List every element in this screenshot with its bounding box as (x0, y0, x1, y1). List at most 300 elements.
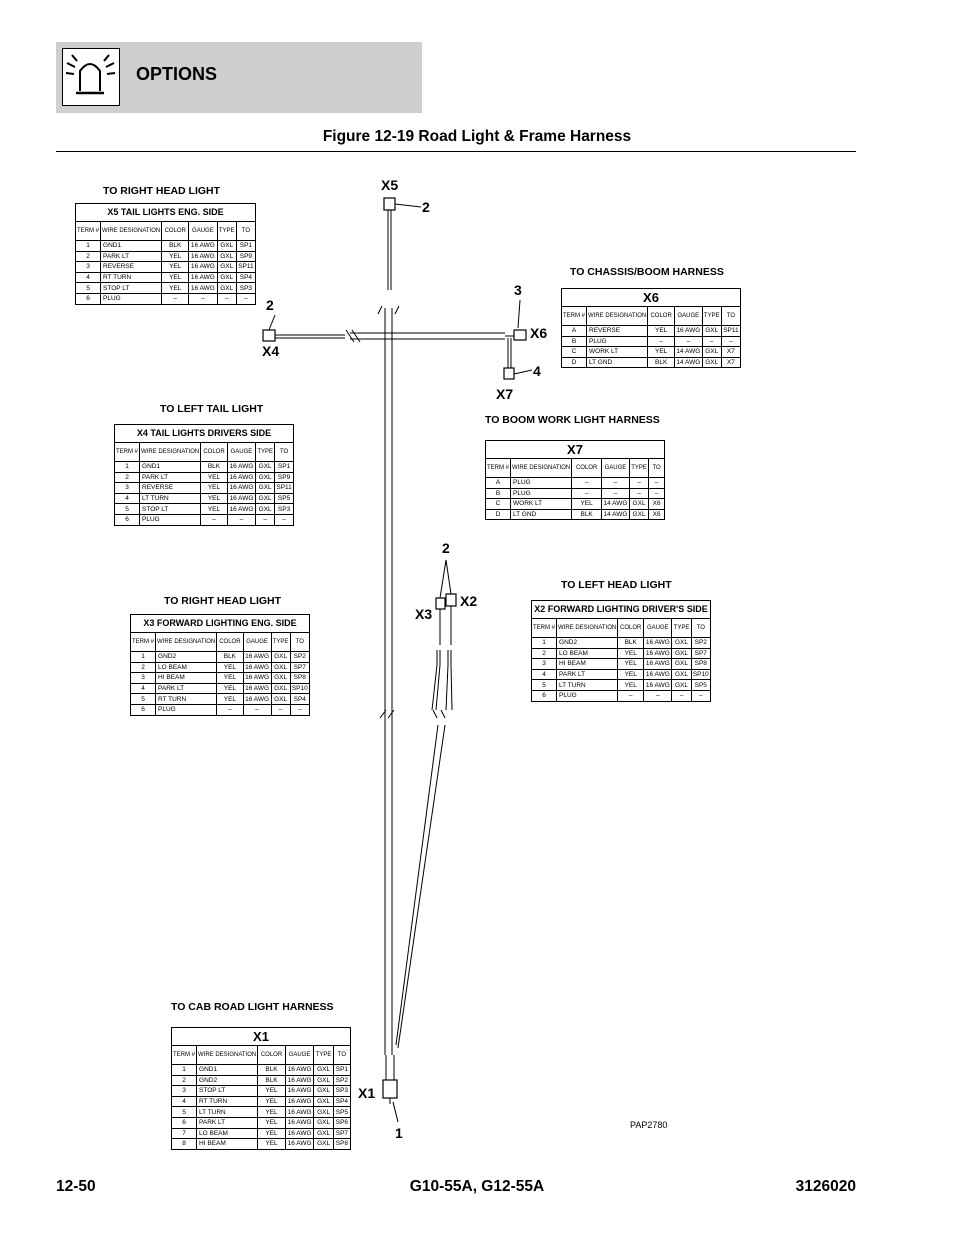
diagram-code: PAP2780 (630, 1120, 668, 1130)
table-cell: SP5 (275, 493, 294, 504)
table-row (115, 483, 294, 494)
column-header-type: TYPE (629, 459, 648, 478)
table-cell: PLUG (156, 704, 217, 715)
column-header-color: COLOR (648, 307, 675, 326)
table-cell: 6 (115, 514, 140, 525)
table-cell: – (256, 514, 275, 525)
table-cell: GXL (217, 241, 236, 252)
table-cell: YEL (618, 680, 644, 691)
table-cell: SP5 (333, 1107, 350, 1118)
column-header-to: TO (333, 1046, 350, 1065)
table-cell: GXL (217, 262, 236, 273)
table-cell: GXL (256, 462, 275, 473)
table-row (131, 652, 310, 663)
column-header-gauge: GAUGE (675, 307, 703, 326)
column-header-color: COLOR (572, 459, 602, 478)
column-header-color: COLOR (258, 1046, 286, 1065)
column-header-term: TERM # (76, 222, 101, 241)
table-row (172, 1086, 351, 1097)
table-cell: SP2 (290, 652, 309, 663)
table-cell: YEL (162, 283, 189, 294)
table-cell: GXL (314, 1139, 333, 1150)
table-cell: 16 AWG (285, 1117, 314, 1128)
table-cell: – (217, 704, 243, 715)
table-cell: 16 AWG (227, 472, 255, 483)
table-row (532, 669, 711, 680)
table-cell: 1 (76, 241, 101, 252)
table-cell: SP10 (291, 685, 308, 693)
table-row (562, 336, 741, 347)
table-cell: 16 AWG (644, 659, 672, 670)
table-cell: LO BEAM (197, 1128, 258, 1139)
table-cell: A (562, 326, 587, 337)
table-cell: LO BEAM (156, 662, 217, 673)
table-cell: SP9 (275, 472, 294, 483)
column-header-type: TYPE (256, 443, 275, 462)
table-cell: YEL (258, 1086, 286, 1097)
column-header-term: TERM # (532, 619, 557, 638)
column-header-to: TO (691, 619, 710, 638)
column-header-color: COLOR (618, 619, 644, 638)
table-cell: X7 (721, 347, 740, 358)
table-cell: – (602, 488, 630, 499)
table-cell: STOP LT (197, 1086, 258, 1097)
table-row (532, 690, 711, 701)
table-cell: 16 AWG (189, 262, 217, 273)
table-cell: 16 AWG (644, 669, 672, 680)
x5-table-title: X5 TAIL LIGHTS ENG. SIDE (76, 204, 256, 222)
table-cell: STOP LT (140, 504, 201, 515)
x3-table-grid (130, 614, 310, 716)
table-cell: 16 AWG (285, 1065, 314, 1076)
table-cell: 3 (131, 673, 156, 684)
column-header-wire: WIRE DESIGNATION (156, 633, 217, 652)
column-header-to: TO (275, 443, 294, 462)
table-row (76, 283, 256, 294)
column-header-term: TERM # (131, 633, 156, 652)
table-cell: YEL (217, 662, 243, 673)
x6-caption: TO CHASSIS/BOOM HARNESS (570, 266, 724, 278)
table-cell: PLUG (557, 690, 618, 701)
table-cell: – (572, 478, 602, 489)
table-cell: SP7 (333, 1128, 350, 1139)
table-row (562, 347, 741, 358)
table-cell: A (486, 478, 511, 489)
table-cell: 16 AWG (227, 462, 255, 473)
table-row (562, 357, 741, 368)
table-cell: GXL (217, 283, 236, 294)
callout-x7: X7 (496, 386, 514, 402)
table-cell: SP6 (333, 1117, 350, 1128)
table-cell: 5 (532, 680, 557, 691)
table-cell: SP8 (290, 673, 309, 684)
table-cell: BLK (648, 357, 675, 368)
table-cell: GND1 (101, 241, 162, 252)
table-cell: YEL (258, 1139, 286, 1150)
column-header-to: TO (721, 307, 740, 326)
table-cell: GND1 (197, 1065, 258, 1076)
table-cell: SP1 (275, 462, 294, 473)
column-header-type: TYPE (672, 619, 691, 638)
table-cell: GXL (256, 472, 275, 483)
table-row (532, 638, 711, 649)
table-cell: HI BEAM (156, 673, 217, 684)
x3-connector (436, 598, 445, 609)
table-cell: SP4 (290, 694, 309, 705)
table-cell: GXL (672, 638, 691, 649)
x2-wiring-table (531, 600, 711, 702)
table-cell: – (649, 488, 665, 499)
column-header-term: TERM # (562, 307, 587, 326)
table-cell: 16 AWG (189, 251, 217, 262)
section-title: OPTIONS (136, 64, 218, 84)
table-cell: GXL (702, 326, 721, 337)
page-number: 12-50 (56, 1178, 96, 1195)
x6-connector (514, 330, 526, 340)
table-cell: BLK (618, 638, 644, 649)
table-cell: SP3 (333, 1086, 350, 1097)
table-cell: 5 (76, 283, 101, 294)
table-cell: YEL (217, 683, 243, 694)
table-cell: 4 (532, 669, 557, 680)
x1-table-grid (171, 1027, 351, 1150)
table-cell: YEL (162, 262, 189, 273)
table-cell: 6 (76, 293, 101, 304)
table-cell: 16 AWG (227, 483, 255, 494)
table-cell: BLK (201, 462, 227, 473)
column-header-type: TYPE (314, 1046, 333, 1065)
table-cell: 16 AWG (285, 1075, 314, 1086)
table-row (172, 1107, 351, 1118)
table-cell: GXL (271, 694, 290, 705)
table-cell: GXL (629, 499, 648, 510)
column-header-type: TYPE (702, 307, 721, 326)
table-cell: LT GND (587, 357, 648, 368)
table-cell: PLUG (511, 488, 572, 499)
table-cell: 16 AWG (644, 648, 672, 659)
table-cell: 16 AWG (243, 673, 271, 684)
table-cell: GXL (702, 347, 721, 358)
column-header-term: TERM # (115, 443, 140, 462)
table-cell: HI BEAM (197, 1139, 258, 1150)
x2-connector (446, 594, 456, 606)
table-cell: GXL (314, 1096, 333, 1107)
callout-x2: X2 (460, 593, 478, 609)
table-cell: 2 (131, 662, 156, 673)
table-cell: 16 AWG (676, 327, 701, 335)
x4-caption: TO LEFT TAIL LIGHT (160, 403, 264, 415)
table-cell: SP8 (691, 659, 710, 670)
table-row (486, 499, 665, 510)
table-cell: – (675, 336, 703, 347)
table-cell: PARK LT (140, 472, 201, 483)
table-cell: BLK (258, 1075, 286, 1086)
table-cell: 4 (115, 493, 140, 504)
table-cell: SP3 (236, 283, 255, 294)
table-cell: X6 (649, 509, 665, 520)
table-cell: GXL (271, 683, 290, 694)
callout-x2-x3-number: 2 (442, 540, 450, 556)
table-cell: GXL (314, 1075, 333, 1086)
table-cell: D (486, 509, 511, 520)
table-cell: 1 (532, 638, 557, 649)
x1-caption: TO CAB ROAD LIGHT HARNESS (171, 1001, 334, 1013)
table-cell: 16 AWG (285, 1107, 314, 1118)
table-cell: SP4 (333, 1096, 350, 1107)
table-cell: C (486, 499, 511, 510)
table-row (76, 241, 256, 252)
table-cell: SP1 (333, 1065, 350, 1076)
table-cell: 16 AWG (227, 493, 255, 504)
callout-x4-number: 2 (266, 297, 274, 313)
table-row (532, 659, 711, 670)
table-cell: 16 AWG (285, 1086, 314, 1097)
table-cell: GXL (217, 251, 236, 262)
table-cell: SP7 (691, 648, 710, 659)
x7-wiring-table (485, 440, 665, 520)
model-list: G10-55A, G12-55A (409, 1178, 545, 1195)
callout-x1-number: 1 (395, 1125, 403, 1141)
table-cell: YEL (648, 326, 675, 337)
table-cell: 1 (172, 1065, 197, 1076)
table-cell: 3 (532, 659, 557, 670)
table-cell: 16 AWG (189, 272, 217, 283)
table-cell: 3 (76, 262, 101, 273)
table-cell: GXL (314, 1107, 333, 1118)
table-cell: 16 AWG (243, 694, 271, 705)
table-cell: GXL (314, 1065, 333, 1076)
table-cell: GND2 (557, 638, 618, 649)
table-cell: YEL (201, 483, 227, 494)
table-cell: 4 (131, 683, 156, 694)
figure-title: Figure 12-19 Road Light & Frame Harness (322, 128, 632, 145)
table-cell: 14 AWG (676, 359, 701, 367)
column-header-wire: WIRE DESIGNATION (587, 307, 648, 326)
table-cell: GXL (672, 648, 691, 659)
table-cell: GXL (256, 493, 275, 504)
table-row (172, 1065, 351, 1076)
table-cell: PARK LT (197, 1117, 258, 1128)
table-cell: 5 (131, 694, 156, 705)
x3-table-title: X3 FORWARD LIGHTING ENG. SIDE (131, 615, 310, 633)
table-cell: YEL (258, 1107, 286, 1118)
table-cell: – (275, 514, 294, 525)
table-cell: – (618, 690, 644, 701)
table-cell: PLUG (511, 478, 572, 489)
table-cell: GXL (314, 1128, 333, 1139)
table-cell: SP7 (290, 662, 309, 673)
table-cell: GXL (256, 504, 275, 515)
table-cell: GND1 (140, 462, 201, 473)
column-header-gauge: GAUGE (602, 459, 630, 478)
table-cell: LT TURN (197, 1107, 258, 1118)
table-cell: YEL (201, 504, 227, 515)
table-cell: GXL (672, 669, 691, 680)
table-cell: GXL (672, 659, 691, 670)
table-cell: 16 AWG (644, 680, 672, 691)
column-header-wire: WIRE DESIGNATION (511, 459, 572, 478)
table-cell: – (572, 488, 602, 499)
table-cell: 4 (172, 1096, 197, 1107)
column-header-type: TYPE (271, 633, 290, 652)
x7-table-title: X7 (486, 441, 665, 459)
table-cell: – (243, 704, 271, 715)
x5-connector (384, 198, 395, 210)
x2-table-grid (531, 600, 711, 702)
table-cell: 14 AWG (676, 348, 701, 356)
table-cell: 16 AWG (227, 504, 255, 515)
table-cell: YEL (618, 648, 644, 659)
table-cell: YEL (618, 669, 644, 680)
table-cell: – (672, 690, 691, 701)
column-header-type: TYPE (217, 222, 236, 241)
table-cell: – (721, 336, 740, 347)
table-cell: 16 AWG (243, 652, 271, 663)
table-cell: LT TURN (557, 680, 618, 691)
table-cell: YEL (648, 347, 675, 358)
x5-table-grid (75, 203, 256, 305)
table-cell: SP11 (276, 484, 292, 492)
table-cell: SP11 (238, 263, 254, 271)
x5-caption: TO RIGHT HEAD LIGHT (103, 185, 221, 197)
table-cell: 16 AWG (285, 1096, 314, 1107)
callout-x5: X5 (381, 177, 399, 193)
table-cell: RT TURN (156, 694, 217, 705)
table-cell: B (486, 488, 511, 499)
table-cell: REVERSE (587, 326, 648, 337)
table-cell: BLK (217, 652, 243, 663)
table-cell: 16 AWG (189, 283, 217, 294)
table-cell: YEL (162, 272, 189, 283)
table-row (486, 509, 665, 520)
callout-x5-number: 2 (422, 199, 430, 215)
column-header-term: TERM # (486, 459, 511, 478)
column-header-color: COLOR (201, 443, 227, 462)
x1-table-title: X1 (172, 1028, 351, 1046)
table-cell: GXL (314, 1117, 333, 1128)
table-cell: YEL (201, 493, 227, 504)
column-header-color: COLOR (162, 222, 189, 241)
table-cell: B (562, 336, 587, 347)
table-cell: 2 (532, 648, 557, 659)
table-cell: GXL (256, 483, 275, 494)
table-cell: STOP LT (101, 283, 162, 294)
table-cell: 2 (115, 472, 140, 483)
table-cell: – (629, 478, 648, 489)
table-cell: YEL (162, 251, 189, 262)
table-row (131, 683, 310, 694)
table-cell: LT GND (511, 509, 572, 520)
table-row (115, 514, 294, 525)
table-cell: 1 (131, 652, 156, 663)
x3-caption: TO RIGHT HEAD LIGHT (164, 595, 282, 607)
column-header-wire: WIRE DESIGNATION (140, 443, 201, 462)
table-cell: SP2 (333, 1075, 350, 1086)
table-cell: YEL (258, 1128, 286, 1139)
table-row (76, 251, 256, 262)
table-cell: GXL (271, 652, 290, 663)
table-cell: WORK LT (587, 347, 648, 358)
table-cell: GND2 (197, 1075, 258, 1086)
table-cell: – (271, 704, 290, 715)
column-header-gauge: GAUGE (243, 633, 271, 652)
table-cell: 6 (532, 690, 557, 701)
callout-x7-number: 4 (533, 363, 541, 379)
table-cell: BLK (258, 1065, 286, 1076)
column-header-term: TERM # (172, 1046, 197, 1065)
x4-table-title: X4 TAIL LIGHTS DRIVERS SIDE (115, 425, 294, 443)
column-header-color: COLOR (217, 633, 243, 652)
table-row (76, 262, 256, 273)
x2-caption: TO LEFT HEAD LIGHT (561, 579, 672, 591)
table-cell: 3 (172, 1086, 197, 1097)
table-cell: 6 (172, 1117, 197, 1128)
table-cell: 7 (172, 1128, 197, 1139)
column-header-to: TO (649, 459, 665, 478)
table-cell: 6 (131, 704, 156, 715)
table-cell: 2 (76, 251, 101, 262)
table-cell: 16 AWG (189, 241, 217, 252)
x6-wiring-table (561, 288, 741, 368)
column-header-gauge: GAUGE (285, 1046, 314, 1065)
table-cell: PLUG (101, 293, 162, 304)
table-cell: 16 AWG (243, 683, 271, 694)
table-cell: 16 AWG (243, 662, 271, 673)
table-cell: GXL (629, 509, 648, 520)
x3-wiring-table (130, 614, 310, 716)
table-cell: GXL (702, 357, 721, 368)
table-row (172, 1128, 351, 1139)
table-cell: – (162, 293, 189, 304)
table-row (131, 694, 310, 705)
table-cell: GND2 (156, 652, 217, 663)
table-cell: 14 AWG (603, 500, 628, 508)
table-cell: – (290, 704, 309, 715)
table-cell: – (201, 514, 227, 525)
x7-caption: TO BOOM WORK LIGHT HARNESS (485, 414, 660, 426)
column-header-gauge: GAUGE (189, 222, 217, 241)
table-cell: 5 (172, 1107, 197, 1118)
column-header-wire: WIRE DESIGNATION (557, 619, 618, 638)
x7-connector (504, 368, 514, 379)
table-row (172, 1096, 351, 1107)
table-cell: YEL (258, 1117, 286, 1128)
table-cell: SP10 (692, 671, 709, 679)
x6-table-title: X6 (562, 289, 741, 307)
table-cell: D (562, 357, 587, 368)
table-row (532, 680, 711, 691)
table-row (532, 648, 711, 659)
table-cell: PARK LT (101, 251, 162, 262)
table-cell: GXL (217, 272, 236, 283)
table-cell: SP3 (275, 504, 294, 515)
x1-wiring-table (171, 1027, 351, 1150)
table-cell: SP2 (691, 638, 710, 649)
x1-connector (383, 1080, 397, 1098)
x2-x3-return-line (396, 725, 438, 1045)
x6-table-grid (561, 288, 741, 368)
table-cell: 1 (115, 462, 140, 473)
table-cell: WORK LT (511, 499, 572, 510)
x4-connector (263, 330, 275, 341)
table-cell: GXL (314, 1086, 333, 1097)
table-cell: SP1 (236, 241, 255, 252)
table-cell: SP9 (236, 251, 255, 262)
table-cell: SP5 (691, 680, 710, 691)
table-cell: 14 AWG (603, 511, 628, 519)
table-row (115, 493, 294, 504)
table-cell: 5 (115, 504, 140, 515)
